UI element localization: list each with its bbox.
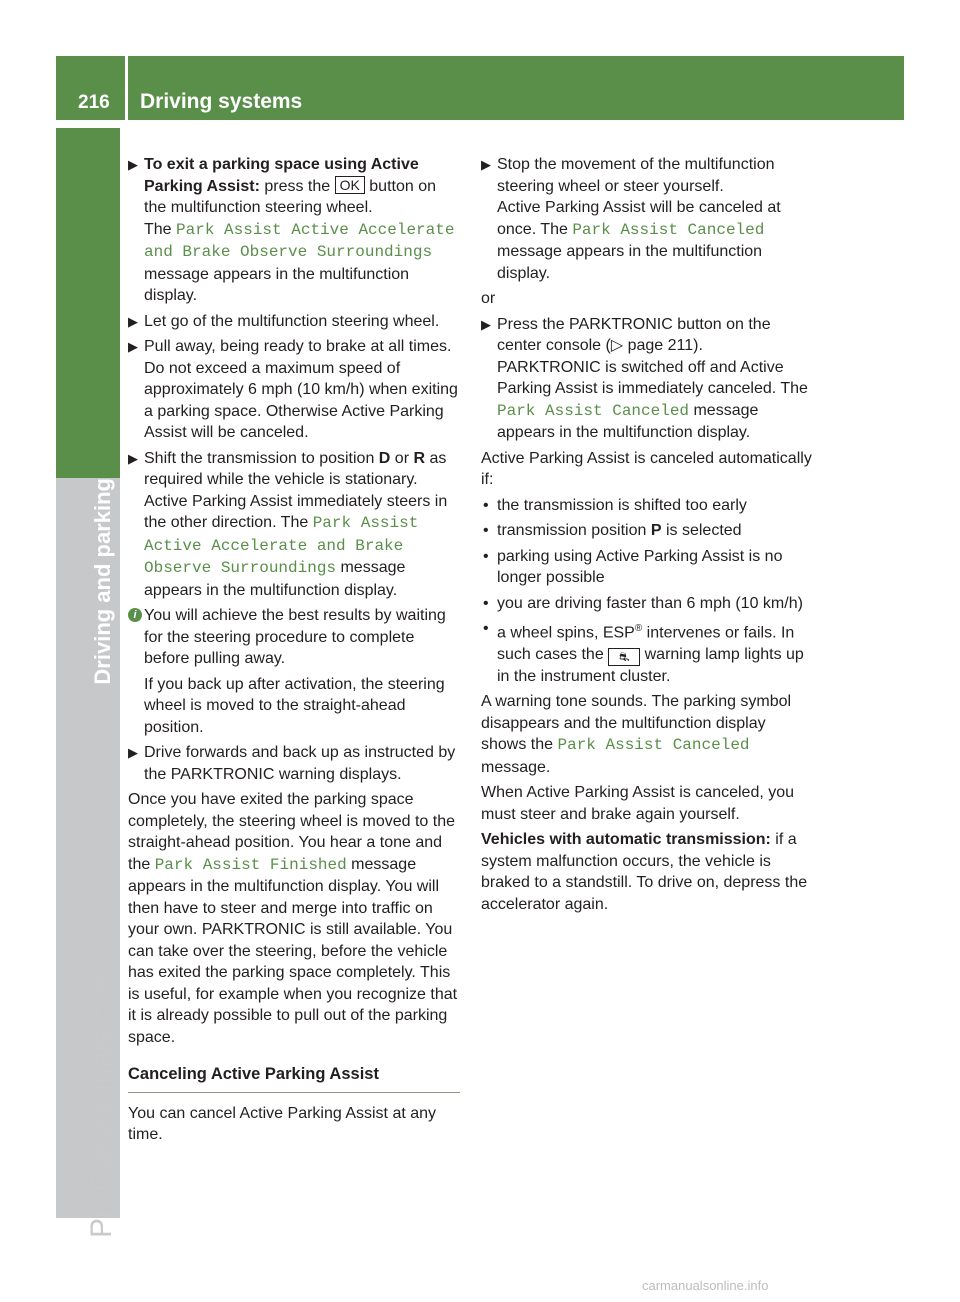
step-text: Stop the movement of the multifunction steering wheel or steer yourself. <box>497 156 775 195</box>
step-text: as required while the vehicle is stationary. Active Parking Assist immediately steers in the other direction. The <box>144 449 448 531</box>
list-text: parking using Active Parking Assist is no longer possible <box>497 547 783 586</box>
right-column <box>481 154 813 919</box>
list-text: is selected <box>661 522 742 539</box>
step-shift <box>128 448 460 602</box>
step-text: Active Parking Assist will be canceled at once. The <box>497 199 781 238</box>
bullet-icon: • <box>483 496 489 514</box>
list-text: transmission position <box>497 522 651 539</box>
display-message: Park Assist Active Accelerate and Brake Observe Surroundings <box>144 514 419 577</box>
side-tab <box>56 128 120 478</box>
info-note <box>128 605 460 738</box>
step-text: Press the PARKTRONIC button on the center console ( <box>497 315 771 354</box>
warning-lamp-icon: ⛐ <box>608 648 640 666</box>
info-text: You will achieve the best results by waiting for the steering procedure to complete before pulling away. <box>144 607 446 667</box>
list-item <box>481 618 813 687</box>
paragraph-text: Once you have exited the parking space completely, the steering wheel is moved to the straight-ahead position. You hear a tone and the <box>128 791 455 873</box>
list-item <box>481 546 813 589</box>
paragraph-automatic <box>481 829 813 915</box>
step-text: Let go of the multifunction steering wheel. <box>144 312 440 330</box>
paragraph-text: message appears in the multifunction display. You will then have to steer and merge into traffic on your own. PARKTRONIC is still available. You can take over the steering, before the vehicle has exited the parking space completely. This is useful, for example when you recognize that it is already possible to pull out of the parking space. <box>128 855 458 1046</box>
bullet-icon: • <box>483 522 489 539</box>
step-text: message appears in the multifunction display. <box>497 401 759 441</box>
paragraph-text: A warning tone sounds. The parking symbol disappears and the multifunction display shows the <box>481 693 792 754</box>
step-text: or <box>390 449 414 467</box>
step-exit-parking <box>128 154 460 307</box>
display-message: Park Assist Finished <box>154 855 347 874</box>
list-item <box>481 593 813 615</box>
step-text: message appears in the multifunction display. <box>144 559 406 599</box>
registered-mark: ® <box>634 623 643 634</box>
page-number: 216 <box>78 92 110 113</box>
display-message: Park Assist Canceled <box>557 736 750 755</box>
gear-r: R <box>413 449 426 467</box>
step-title: To exit a parking space using Active Parking Assist: <box>144 156 419 195</box>
list-text: the transmission is shifted too early <box>497 496 747 514</box>
arrow-icon: ▶ <box>128 157 138 172</box>
paragraph-auto-intro: Active Parking Assist is canceled automatically if: <box>481 449 812 488</box>
display-message: Park Assist Canceled <box>497 401 690 420</box>
step-text: Shift the transmission to position <box>144 449 379 467</box>
arrow-icon: ▶ <box>481 316 491 332</box>
arrow-icon: ▶ <box>128 339 138 354</box>
watermark-left: ProCarManuals.com <box>85 964 118 1238</box>
step-text: message appears in the multifunction display. <box>144 265 410 304</box>
gear-d: D <box>378 449 391 467</box>
list-text: warning lamp lights up in the instrument cluster. <box>497 645 804 685</box>
gear-p: P <box>650 522 662 539</box>
paragraph-title: Vehicles with automatic transmission: <box>481 831 771 849</box>
arrow-icon: ▶ <box>128 745 138 760</box>
list-item <box>481 520 813 542</box>
left-column <box>128 154 460 1150</box>
ok-key-icon: OK <box>335 176 365 194</box>
section-heading: Canceling Active Parking Assist <box>128 1064 460 1093</box>
header-divider <box>125 56 128 120</box>
step-text: ). <box>693 337 703 354</box>
bullet-icon: • <box>483 594 489 612</box>
or-text: or <box>481 290 496 307</box>
list-text: intervenes or fails. In such cases the <box>497 624 795 663</box>
step-parktronic-button <box>481 314 813 444</box>
step-text: Drive forwards and back up as instructed by the PARKTRONIC warning displays. <box>144 744 456 783</box>
bullet-icon: • <box>483 547 489 565</box>
info-text: If you back up after activation, the steering wheel is moved to the straight-ahead position. <box>144 675 445 736</box>
arrow-icon: ▶ <box>128 450 138 466</box>
side-tab-label: Driving and parking <box>90 478 115 685</box>
list-text: you are driving faster than 6 mph (10 km/h) <box>497 594 803 612</box>
step-text: Pull away, being ready to brake at all times. Do not exceed a maximum speed of approximately 6 mph (10 km/h) when exiting a parking space. Otherwise Active Parking Assist will be canceled. <box>144 338 458 441</box>
step-stop-movement <box>481 154 813 284</box>
step-let-go <box>128 311 460 333</box>
paragraph-cancel-intro: You can cancel Active Parking Assist at any time. <box>128 1104 437 1143</box>
paragraph-exited <box>128 789 460 1048</box>
paragraph-text: message. <box>481 758 551 776</box>
paragraph-tone <box>481 691 813 778</box>
step-text: button on the multifunction steering wheel. <box>144 177 436 216</box>
step-drive <box>128 742 460 785</box>
display-message: Park Assist Active Accelerate and Brake Observe Surroundings <box>144 220 455 261</box>
paragraph-steer: When Active Parking Assist is canceled, you must steer and brake again yourself. <box>481 784 795 823</box>
page-ref-icon: ▷ <box>610 337 628 354</box>
step-text: message appears in the multifunction display. <box>497 243 763 282</box>
list-item <box>481 495 813 517</box>
paragraph-text: if a system malfunction occurs, the vehicle is braked to a standstill. To drive on, depress the accelerator again. <box>481 831 808 913</box>
bullet-icon: • <box>483 620 489 637</box>
info-icon: i <box>128 608 142 622</box>
step-text: The <box>144 220 177 238</box>
page-reference: page 211 <box>627 337 694 354</box>
watermark-footer: carmanualsonline.info <box>642 1278 769 1293</box>
arrow-icon: ▶ <box>128 313 138 329</box>
step-pull-away <box>128 336 460 444</box>
arrow-icon: ▶ <box>481 157 491 172</box>
page-title: Driving systems <box>140 90 303 113</box>
list-text: a wheel spins, ESP <box>497 624 635 642</box>
step-text: press the <box>259 177 335 195</box>
step-text: PARKTRONIC is switched off and Active Parking Assist is immediately canceled. The <box>497 358 808 397</box>
display-message: Park Assist Canceled <box>572 220 765 239</box>
